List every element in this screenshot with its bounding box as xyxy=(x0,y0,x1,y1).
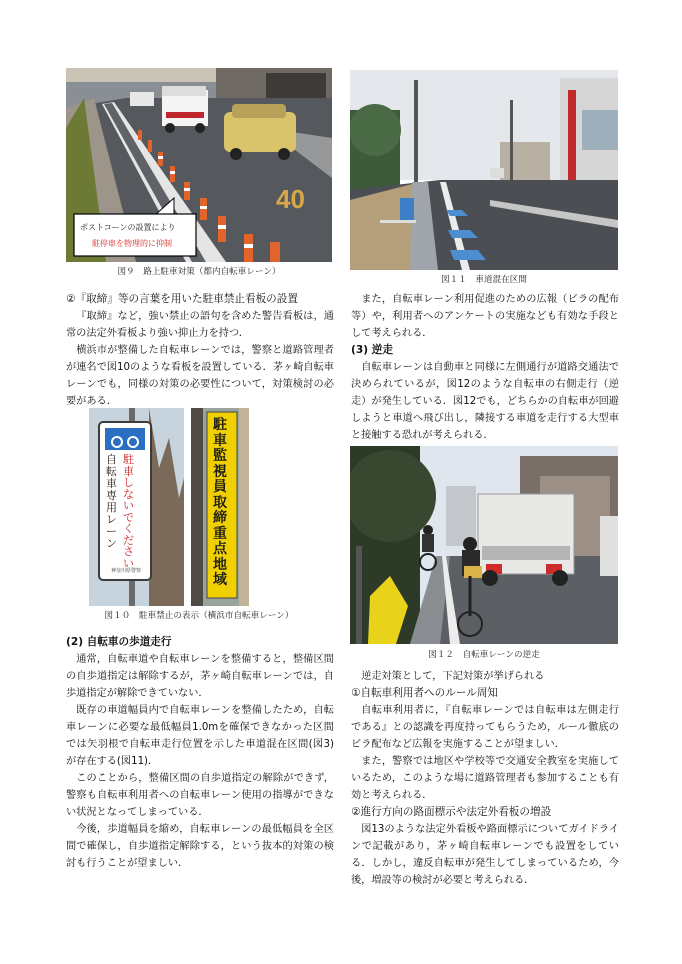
section-2-paragraph-4: 今後，歩道幅員を縮め，自転車レーンの最低幅員を全区間で確保し，自歩道指定解除する，という抜本的対策の検討も行うことが望ましい． xyxy=(66,824,334,869)
figure-11-caption: 図１１ 車道混在区間 xyxy=(441,275,527,285)
figure-9-caption: 図９ 路上駐車対策（都内自転車レーン） xyxy=(117,267,281,277)
figure-9-photo xyxy=(66,68,332,262)
item1-paragraph-2: また，警察では地区や学校等で交通安全教室を実施しているため，このような場に道路管理者も参加することも有効と考えられる． xyxy=(351,756,619,801)
left-column-lower xyxy=(66,634,334,872)
section-2-paragraph-1: 通常，自転車道や自転車レーンを整備すると，整備区間の自歩道指定は解除するが，茅ヶ崎自転車レーンでは，自歩道指定が解除できていない． xyxy=(66,654,334,699)
section-2-paragraph-3: このことから，整備区間の自歩道指定の解除ができず，警察も自転車利用者への自転車レーン使用の指導ができない状況となってしまっている． xyxy=(66,773,334,818)
figure-10-photo-right xyxy=(191,408,249,606)
section-2-paragraph-2: 既存の車道幅員内で自転車レーンを整備したため，自転車レーンに必要な最低幅員1.0mを確保できなかった区間では矢羽根で自転車走行位置を示した車道混在区間(図3)が存在する(図11)． xyxy=(66,705,334,767)
sign-bottom-text: 神奈川県警察 xyxy=(110,568,141,574)
section-3-paragraph-2: 逆走対策として，下記対策が挙げられる xyxy=(361,671,545,682)
figure-12-photo xyxy=(350,446,618,644)
right-item2-paragraph-1: 図13のような法定外看板や路面標示についてガイドラインで記載があり，茅ヶ崎自転車レーンでも設置をしている．しかし，違反自転車が発生してしまっているため，今後，増設等の検討が必要と考えられる． xyxy=(351,824,619,886)
right-column-lower xyxy=(351,668,619,889)
item2-paragraph-1: 『取締』など，強い禁止の語句を含めた警告看板は，通常の法定外看板より強い抑止力を持つ． xyxy=(66,311,334,339)
callout-line-1: ポストコーンの設置により xyxy=(80,223,176,232)
callout-line-2: 駐停車を物理的に抑制 xyxy=(92,239,172,248)
figure-12-caption: 図１２ 自転車レーンの逆走 xyxy=(428,650,540,660)
sign-top-text: 自転車専用レーン xyxy=(106,453,117,550)
right-item2-heading: ②進行方向の路面標示や法定外看板の増設 xyxy=(351,806,552,818)
right-column-upper xyxy=(351,291,619,444)
section-3-heading: (3) 逆走 xyxy=(351,344,393,356)
left-column-upper xyxy=(66,291,334,410)
item1-heading: ①自転車利用者へのルール周知 xyxy=(351,687,499,699)
section-2-heading: (2) 自転車の歩道走行 xyxy=(66,636,172,648)
figure-11-photo xyxy=(350,70,618,270)
item2-paragraph-2: 横浜市が整備した自転車レーンでは，警察と道路管理者が連名で図10のような看板を設置している．茅ヶ崎自転車レーンでも，同様の対策の必要性について，対策検討の必要がある． xyxy=(66,345,334,407)
section-3-paragraph-1: 自転車レーンは自動車と同様に左側通行が道路交通法で決められているが，図12のような自転車の右側走行（逆走）が発生している．図12でも，どちらかの自転車が回避しようと車道へ飛び出し，隣接する車道を走行する大型車と接触する恐れが考えられる． xyxy=(351,362,619,441)
intro-paragraph: また，自転車レーン利用促進のための広報（ビラの配布等）や，利用者へのアンケートの実施なども有効な手段として考えられる． xyxy=(351,294,619,339)
sign-right-text: 駐車監視員取締重点地域 xyxy=(213,417,227,588)
figure-10-caption: 図１０ 駐車禁止の表示（横浜市自転車レーン） xyxy=(104,611,294,621)
item1-paragraph-1: 自転車利用者に，『自転車レーンでは自転車は左側走行である』との認識を再度持ってもらうため，ルール徹底のビラ配布など広報を実施することが望ましい． xyxy=(351,705,619,750)
sign-main-text: 駐車しないでください xyxy=(123,453,134,570)
item2-heading: ②『取締』等の言葉を用いた駐車禁止看板の設置 xyxy=(66,293,298,305)
figure-10-photo-left xyxy=(89,408,184,606)
road-marking-40: 40 xyxy=(276,184,305,214)
